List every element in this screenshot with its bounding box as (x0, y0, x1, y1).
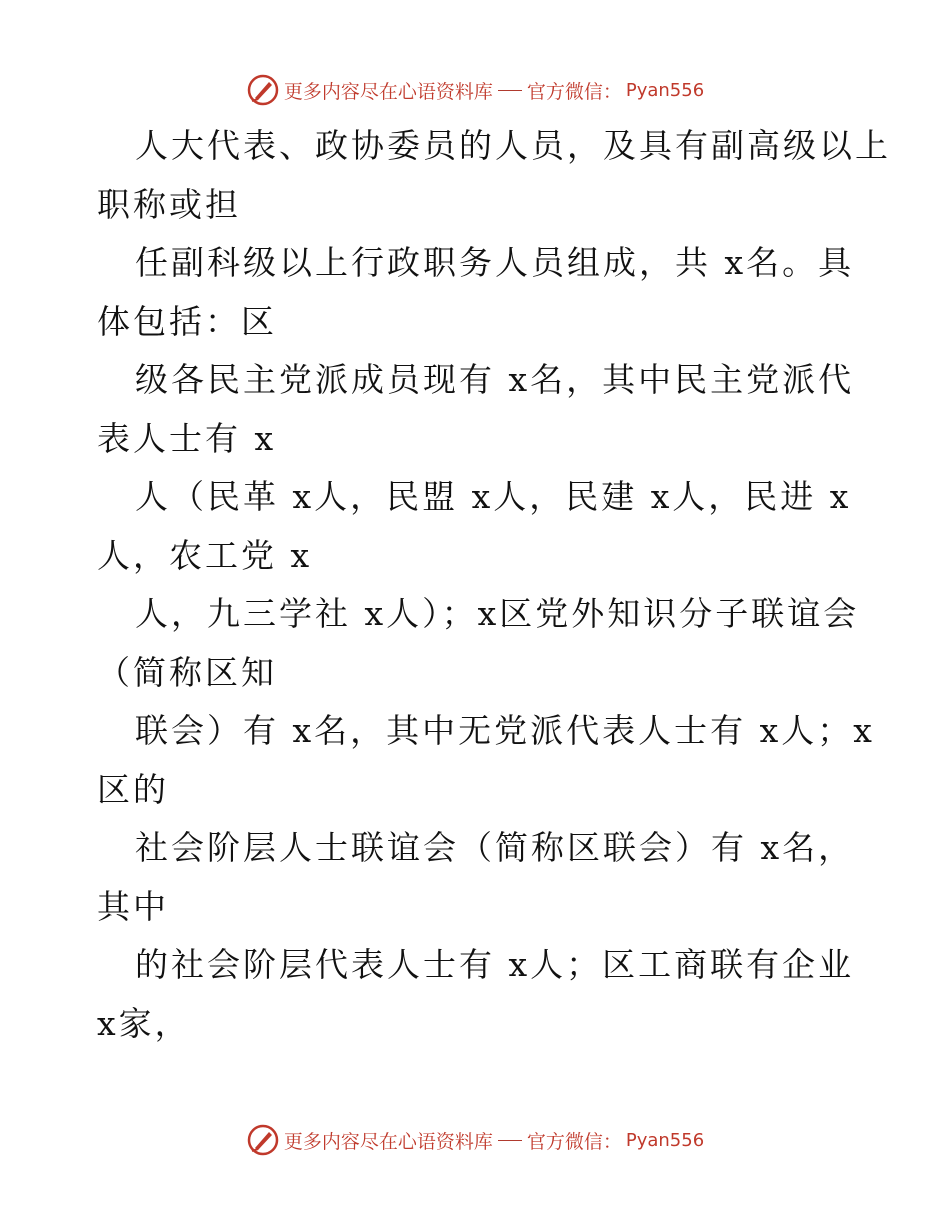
text-line: 人，农工党 x (97, 535, 313, 575)
text-line: x家， (97, 1003, 191, 1043)
watermark-wechat-id: Pyan556 (625, 1129, 705, 1151)
text-line: 人，九三学社 x人）；x区党外知识分子联谊会 (135, 594, 860, 633)
text-line: 级各民主党派成员现有 x名，其中民主党派代 (135, 360, 855, 399)
watermark-suffix: 官方微信： (526, 80, 622, 103)
watermark-text: 更多内容尽在心语资料库 (283, 1130, 493, 1153)
text-line: 人（民革 x人，民盟 x人，民建 x人，民进 x (135, 477, 852, 516)
text-line: 人大代表、政协委员的人员，及具有副高级以上 (135, 126, 891, 165)
text-line: 表人士有 x (97, 418, 277, 458)
watermark-wechat-id: Pyan556 (625, 79, 705, 101)
quill-logo-icon (246, 1123, 280, 1157)
text-line: 区的 (97, 769, 169, 809)
text-line: 的社会阶层代表人士有 x人；区工商联有企业 (135, 945, 855, 984)
quill-logo-icon (246, 73, 280, 107)
watermark-divider (498, 1140, 522, 1141)
text-line: 社会阶层人士联谊会（简称区联会）有 x名， (135, 828, 855, 867)
text-line: 职称或担 (97, 184, 241, 224)
text-line: 其中 (97, 886, 169, 926)
footer-watermark (0, 1120, 950, 1160)
watermark-text: 更多内容尽在心语资料库 (283, 80, 493, 103)
document-body (97, 117, 891, 1053)
header-watermark (0, 70, 950, 110)
text-line: （简称区知 (97, 652, 277, 692)
watermark-divider (498, 90, 522, 91)
text-line: 体包括：区 (97, 301, 277, 341)
text-line: 任副科级以上行政职务人员组成，共 x名。具 (135, 243, 855, 282)
text-line: 联会）有 x名，其中无党派代表人士有 x人；x (135, 711, 875, 750)
watermark-suffix: 官方微信： (526, 1130, 622, 1153)
